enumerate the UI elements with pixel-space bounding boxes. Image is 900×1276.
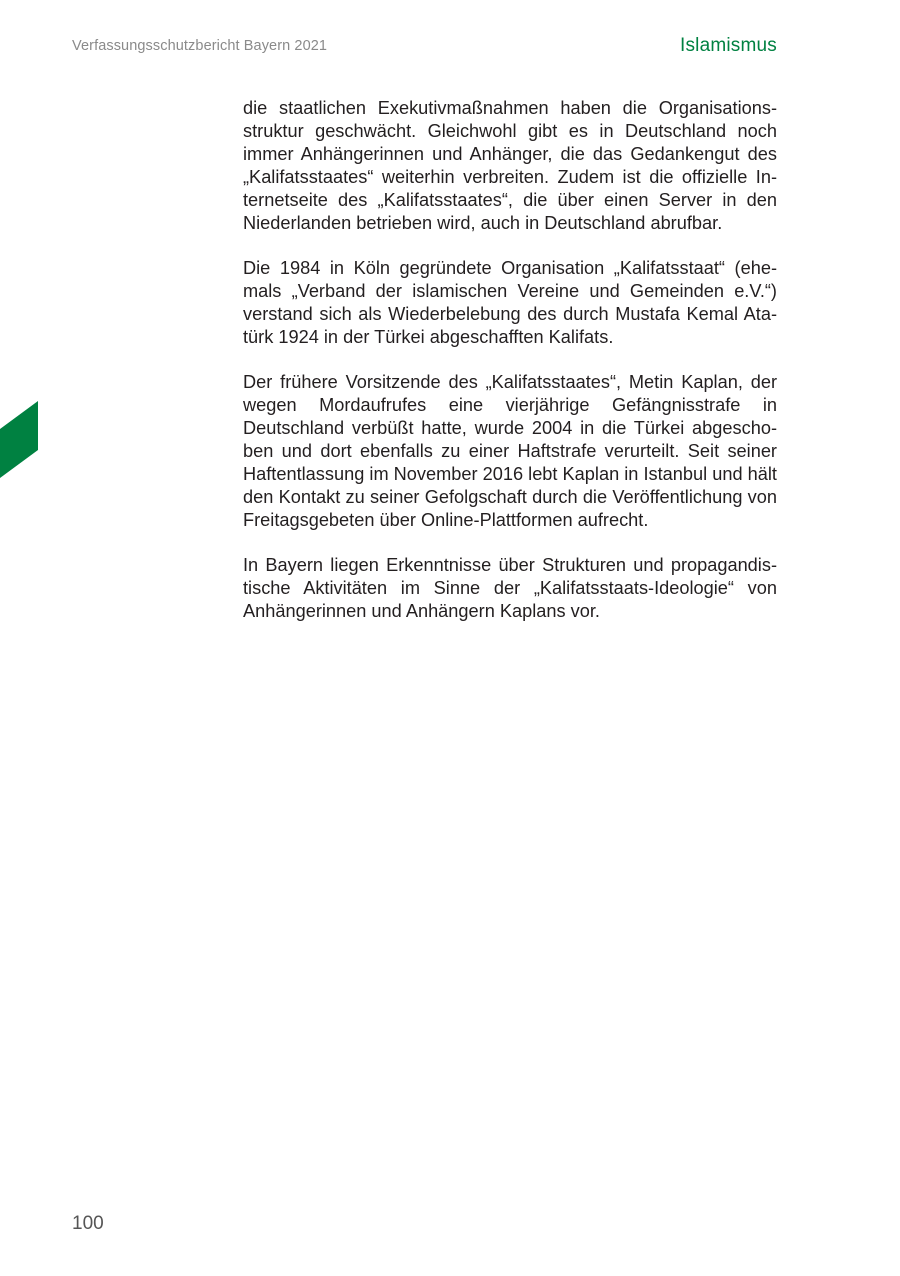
paragraph-4: In Bayern liegen Erkenntnisse über Strukturen und propagandistische Aktivitäten im Sinne der „Kalifatsstaats-Ideologie“ von Anhängerinnen und Anhängern Kaplans vor. bbox=[243, 555, 777, 621]
running-head: Verfassungsschutzbericht Bayern 2021 bbox=[72, 38, 328, 54]
chapter-tab-marker bbox=[0, 401, 38, 478]
page-number: 100 bbox=[72, 1213, 104, 1234]
body-text bbox=[243, 97, 777, 645]
paragraph-3: Der frühere Vorsitzende des „Kalifatsstaates“, Metin Kaplan, der wegen Mordaufrufes eine vierjährige Gefängnisstrafe in Deutschland verbüßt hatte, wurde 2004 in die Türkei abgeschoben und dort ebenfalls zu einer Haftstrafe verurteilt. Seit seiner Haftentlassung im November 2016 lebt Kaplan in Istanbul und hält den Kontakt zu seiner Gefolgschaft durch die Veröffentlichung von Freitagsgebeten über Online-Plattformen aufrecht. bbox=[243, 372, 777, 530]
paragraph-2: Die 1984 in Köln gegründete Organisation „Kalifatsstaat“ (ehemals „Verband der islamischen Vereine und Gemeinden e.V.“) verstand sich als Wiederbelebung des durch Mustafa Kemal Atatürk 1924 in der Türkei abgeschafften Kalifats. bbox=[243, 258, 777, 347]
section-label: Islamismus bbox=[679, 35, 777, 56]
paragraph-1: die staatlichen Exekutivmaßnahmen haben die Organisationsstruktur geschwächt. Gleichwohl gibt es in Deutschland noch immer Anhängerinnen und Anhänger, die das Gedankengut des „Kalifatsstaates“ weiterhin verbreiten. Zudem ist die offizielle Internetseite des „Kalifatsstaates“, die über einen Server in den Niederlanden betrieben wird, auch in Deutschland abrufbar. bbox=[243, 98, 777, 233]
